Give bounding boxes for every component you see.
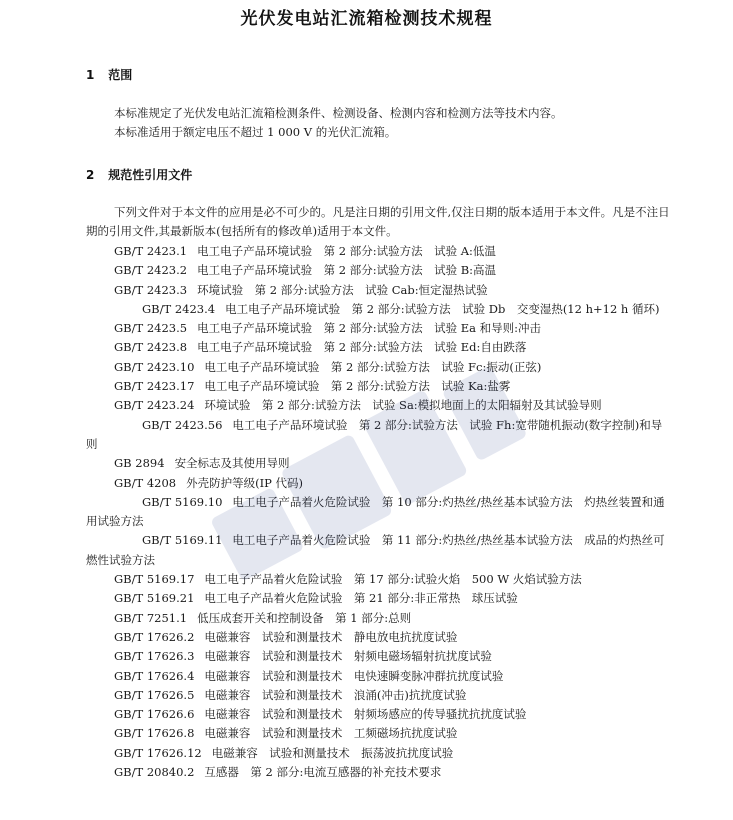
reference-item — [86, 396, 670, 415]
reference-code: GB/T 4208 — [114, 475, 177, 490]
reference-title: 电磁兼容 试验和测量技术 浪涌(冲击)抗扰度试验 — [204, 687, 467, 702]
reference-title: 电磁兼容 试验和测量技术 振荡波抗扰度试验 — [211, 745, 454, 760]
reference-title: 低压成套开关和控制设备 第 1 部分:总则 — [197, 610, 412, 625]
reference-code: GB/T 2423.1 — [114, 244, 188, 258]
reference-code: GB/T 17626.8 — [114, 726, 195, 741]
reference-title: 电磁兼容 试验和测量技术 工频磁场抗扰度试验 — [204, 726, 458, 741]
reference-code: GB/T 2423.24 — [114, 398, 195, 413]
reference-code: GB/T 2423.2 — [114, 263, 188, 278]
reference-code: GB/T 5169.21 — [114, 591, 195, 606]
reference-item — [86, 474, 670, 493]
reference-code: GB/T 17626.2 — [114, 629, 195, 644]
reference-code: GB 2894 — [114, 456, 165, 471]
reference-title: 电磁兼容 试验和测量技术 射频场感应的传导骚扰抗扰度试验 — [204, 707, 527, 722]
reference-title: 电磁兼容 试验和测量技术 电快速瞬变脉冲群抗扰度试验 — [204, 668, 504, 683]
reference-item — [86, 358, 670, 377]
reference-item — [86, 493, 670, 532]
reference-code: GB/T 2423.8 — [114, 340, 188, 355]
scope-paragraph-1: 本标准规定了光伏发电站汇流箱检测条件、检测设备、检测内容和检测方法等技术内容。 — [114, 106, 563, 120]
reference-title: 安全标志及其使用导则 — [174, 456, 290, 471]
reference-code: GB/T 7251.1 — [114, 610, 188, 625]
reference-title: 电工电子产品着火危险试验 第 11 部分:灼热丝/热丝基本试验方法 成品的灼热丝可燃性试验方法 — [86, 533, 665, 567]
reference-title: 电工电子产品环境试验 第 2 部分:试验方法 试验 B:高温 — [197, 263, 497, 278]
reference-item — [86, 570, 670, 589]
reference-code: GB/T 2423.3 — [114, 282, 188, 297]
section-number: 1 — [86, 68, 95, 82]
reference-code: GB/T 20840.2 — [114, 765, 195, 780]
reference-title: 环境试验 第 2 部分:试验方法 试验 Sa:模拟地面上的太阳辐射及其试验导则 — [204, 398, 602, 413]
reference-item — [86, 454, 670, 473]
reference-item — [86, 628, 670, 647]
reference-item — [86, 319, 670, 338]
reference-title: 环境试验 第 2 部分:试验方法 试验 Cab:恒定湿热试验 — [197, 282, 488, 297]
document-title: 光伏发电站汇流箱检测技术规程 — [240, 9, 493, 29]
reference-title: 电工电子产品环境试验 第 2 部分:试验方法 试验 Ea 和导则:冲击 — [197, 321, 542, 336]
reference-item — [86, 377, 670, 396]
reference-item — [86, 667, 670, 686]
reference-title: 电工电子产品着火危险试验 第 10 部分:灼热丝/热丝基本试验方法 灼热丝装置和通用试验方法 — [86, 494, 665, 529]
reference-title: 互感器 第 2 部分:电流互感器的补充技术要求 — [204, 765, 442, 780]
reference-title: 电工电子产品环境试验 第 2 部分:试验方法 试验 Fc:振动(正弦) — [204, 359, 542, 374]
reference-title: 电工电子产品环境试验 第 2 部分:试验方法 试验 Ka:盐雾 — [204, 379, 511, 394]
reference-title: 电工电子产品着火危险试验 第 21 部分:非正常热 球压试验 — [204, 591, 518, 606]
section-title: 规范性引用文件 — [108, 168, 193, 182]
reference-code: GB/T 17626.6 — [114, 707, 195, 722]
reference-code: GB/T 2423.4 — [142, 301, 216, 316]
reference-item — [86, 338, 670, 357]
reference-code: GB/T 2423.10 — [114, 359, 195, 374]
reference-item — [86, 589, 670, 608]
reference-item — [86, 416, 670, 455]
reference-code: GB/T 17626.3 — [114, 649, 195, 664]
reference-code: GB/T 2423.56 — [142, 417, 223, 432]
reference-item — [86, 531, 670, 570]
reference-item — [86, 686, 670, 705]
reference-item — [86, 744, 670, 763]
reference-code: GB/T 2423.17 — [114, 379, 195, 394]
reference-code: GB/T 17626.5 — [114, 687, 195, 702]
reference-title: 外壳防护等级(IP 代码) — [186, 475, 304, 490]
reference-item — [86, 261, 670, 280]
section-1-heading — [86, 66, 132, 83]
reference-title: 电工电子产品环境试验 第 2 部分:试验方法 试验 Db 交变湿热(12 h+12 h 循环) — [225, 301, 660, 316]
reference-code: GB/T 17626.12 — [114, 745, 202, 760]
reference-item — [86, 724, 670, 743]
reference-code: GB/T 5169.17 — [114, 572, 195, 587]
section-title: 范围 — [108, 68, 133, 82]
scope-paragraph-2: 本标准适用于额定电压不超过 1 000 V 的光伏汇流箱。 — [114, 125, 397, 139]
reference-title: 电工电子产品环境试验 第 2 部分:试验方法 试验 Ed:自由跌落 — [197, 340, 527, 355]
reference-item — [86, 300, 670, 319]
reference-title: 电磁兼容 试验和测量技术 射频电磁场辐射抗扰度试验 — [204, 649, 492, 664]
reference-title: 电工电子产品环境试验 第 2 部分:试验方法 试验 Fh:宽带随机振动(数字控制)和导则 — [86, 417, 663, 451]
reference-title: 电工电子产品着火危险试验 第 17 部分:试验火焰 500 W 火焰试验方法 — [204, 572, 582, 587]
reference-item — [86, 242, 670, 261]
reference-list — [86, 242, 670, 782]
reference-item — [86, 705, 670, 724]
section-2-heading — [86, 166, 192, 183]
reference-code: GB/T 5169.10 — [142, 494, 223, 509]
reference-item — [86, 647, 670, 666]
reference-title: 电磁兼容 试验和测量技术 静电放电抗扰度试验 — [204, 629, 458, 644]
section-number: 2 — [86, 168, 95, 182]
reference-item — [86, 763, 670, 782]
reference-item — [86, 609, 670, 628]
references-intro-paragraph: 下列文件对于本文件的应用是必不可少的。凡是注日期的引用文件,仅注日期的版本适用于本文件。凡是不注日期的引用文件,其最新版本(包括所有的修改单)适用于本文件。 — [86, 205, 670, 238]
reference-code: GB/T 5169.11 — [142, 533, 223, 548]
reference-code: GB/T 2423.5 — [114, 321, 188, 336]
reference-code: GB/T 17626.4 — [114, 668, 195, 683]
reference-item — [86, 281, 670, 300]
reference-title: 电工电子产品环境试验 第 2 部分:试验方法 试验 A:低温 — [197, 244, 496, 258]
